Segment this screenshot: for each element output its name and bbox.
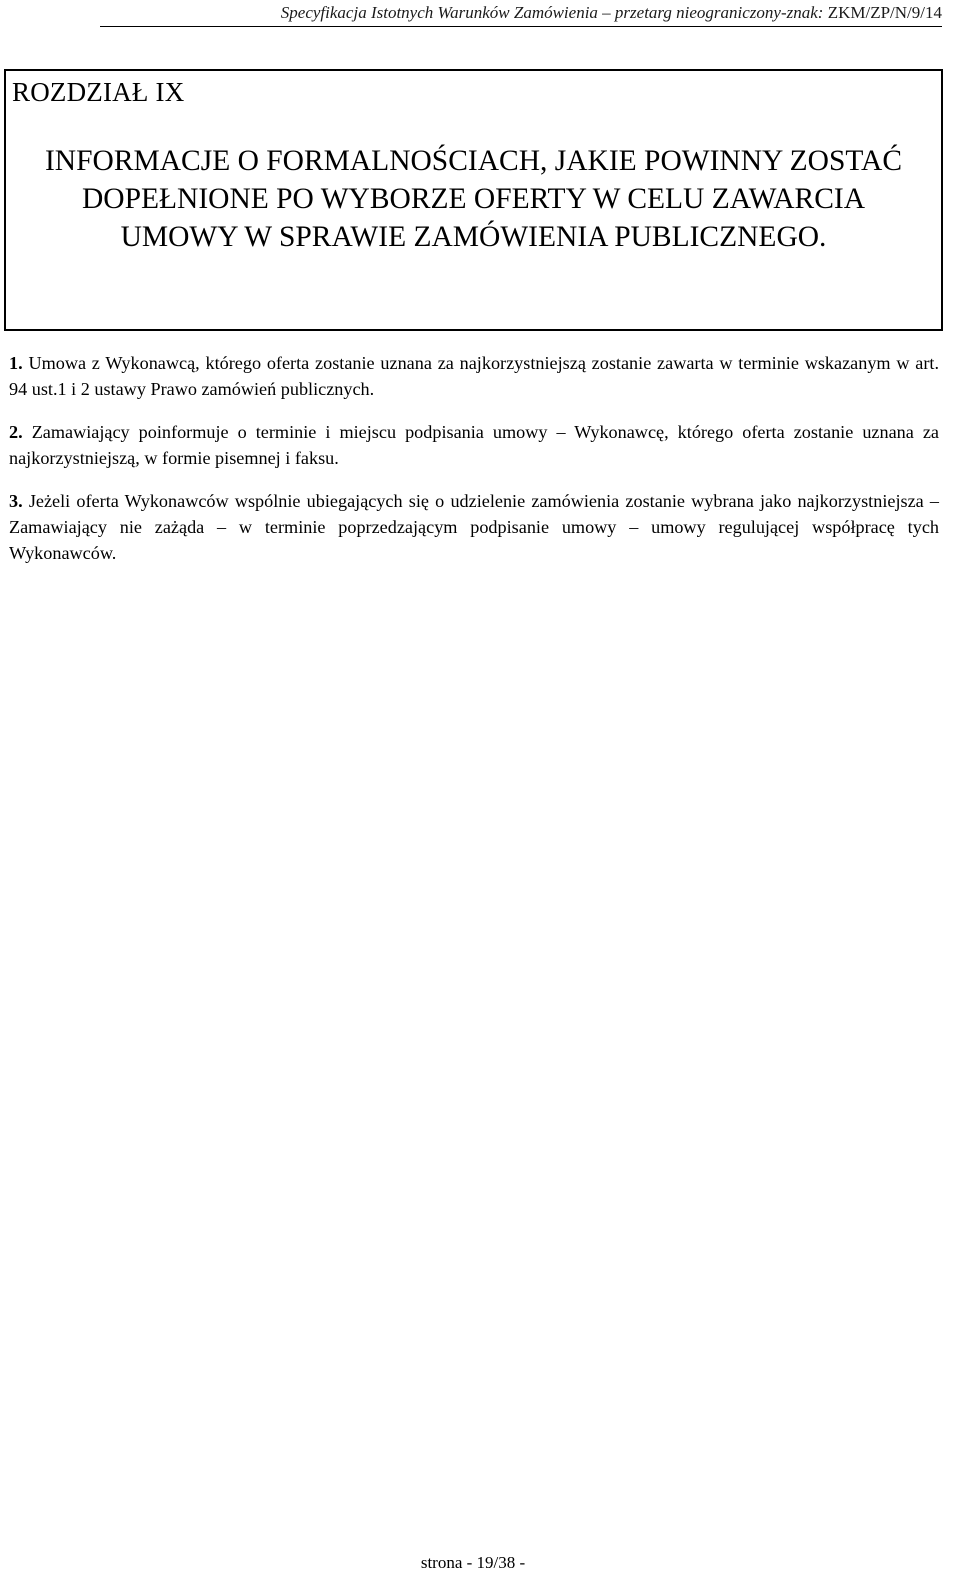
chapter-title: INFORMACJE O FORMALNOŚCIACH, JAKIE POWINNY ZOSTAĆ DOPEŁNIONE PO WYBORZE OFERTY W CELU ZAWARCIA UMOWY W SPRAWIE ZAMÓWIENIA PUBLICZNEGO. — [44, 145, 902, 253]
chapter-heading-box — [4, 69, 943, 331]
paragraph-2 — [9, 419, 939, 471]
paragraph-3 — [9, 488, 939, 566]
paragraph-number: 3. — [9, 491, 23, 511]
paragraph-text: Zamawiający poinformuje o terminie i miejscu podpisania umowy – Wykonawcę, którego oferta zostanie uznana za najkorzystniejszą, w formie pisemnej i faksu. — [9, 422, 939, 468]
chapter-body — [9, 350, 939, 583]
paragraph-number: 2. — [9, 422, 23, 442]
header-document-title: Specyfikacja Istotnych Warunków Zamówienia – przetarg nieograniczony-znak: — [280, 3, 824, 22]
paragraph-number: 1. — [9, 353, 23, 373]
paragraph-text: Umowa z Wykonawcą, którego oferta zostanie uznana za najkorzystniejszą zostanie zawarta w terminie wskazanym w art. 94 ust.1 i 2 ustawy Prawo zamówień publicznych. — [9, 353, 940, 399]
chapter-number: ROZDZIAŁ IX — [12, 77, 185, 107]
paragraph-text: Jeżeli oferta Wykonawców wspólnie ubiegających się o udzielenie zamówienia zostanie wybrana jako najkorzystniejsza – Zamawiający nie zażąda – w terminie poprzedzającym podpisanie umowy – umowy regulującej współpracę tych Wykonawców. — [9, 491, 939, 563]
header-reference-code: ZKM/ZP/N/9/14 — [823, 3, 942, 22]
page-header — [100, 3, 942, 27]
page-number-footer: strona - 19/38 - — [420, 1553, 526, 1572]
paragraph-1 — [9, 350, 939, 402]
